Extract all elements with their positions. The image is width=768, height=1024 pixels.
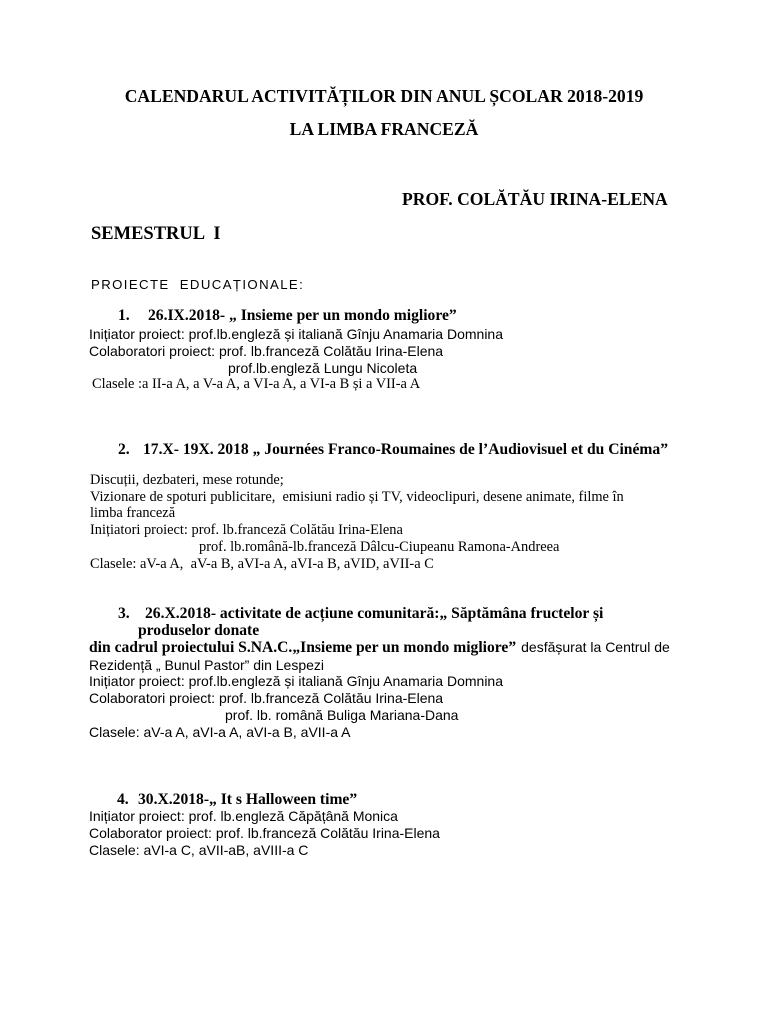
document-title: CALENDARUL ACTIVITĂȚILOR DIN ANUL ȘCOLAR 2018-2019 (124, 86, 644, 106)
project-2-activities: Discuții, dezbateri, mese rotunde; (90, 472, 284, 488)
project-1-initiator: Inițiator proiect: prof.lb.engleză și italiană Gînju Anamaria Domnina (89, 326, 503, 342)
project-2-classes: Clasele: aV-a A, aV-a B, aVI-a A, aVI-a B, aVID, aVII-a C (90, 556, 434, 572)
project-3-heading: 26.X.2018- activitate de acțiune comunitară:„ Săptămâna fructelor și (145, 605, 604, 622)
project-4-initiator: Inițiator proiect: prof. lb.engleză Căpățână Monica (89, 808, 398, 824)
project-2-initiator-2: prof. lb.română-lb.franceză Dâlcu-Ciupeanu Ramona-Andreea (199, 539, 560, 555)
project-3-classes: Clasele: aV-a A, aVI-a A, aVI-a B, aVII-a A (89, 724, 351, 740)
project-2-screenings-cont: limba franceză (90, 505, 176, 521)
document-subtitle: LA LIMBA FRANCEZĂ (289, 119, 479, 139)
project-4-collaborator: Colaborator proiect: prof. lb.franceză Colătău Irina-Elena (89, 825, 440, 841)
project-2-number: 2. (118, 441, 130, 458)
project-4-number: 4. (117, 791, 129, 808)
project-3-collaborator-2: prof. lb. română Buliga Mariana-Dana (225, 707, 459, 723)
project-3-heading-cont: produselor donate (138, 622, 260, 639)
project-2-initiators: Inițiatori proiect: prof. lb.franceză Colătău Irina-Elena (90, 522, 403, 538)
project-1-collaborator-2: prof.lb.engleză Lungu Nicoleta (228, 360, 418, 376)
project-1-classes: Clasele :a II-a A, a V-a A, a VI-a A, a VI-a B și a VII-a A (92, 376, 421, 392)
project-2-screenings: Vizionare de spoturi publicitare, emisiuni radio și TV, videoclipuri, desene animate, filme în (90, 489, 624, 505)
project-3-collaborators: Colaboratori proiect: prof. lb.franceză Colătău Irina-Elena (89, 690, 444, 706)
author-name: PROF. COLĂTĂU IRINA-ELENA (402, 189, 668, 209)
project-3-number: 3. (118, 605, 130, 622)
project-1-number: 1. (118, 307, 130, 324)
project-3-context (89, 640, 670, 656)
project-4-heading: 30.X.2018-„ It s Halloween time” (138, 791, 358, 808)
project-3-initiator: Inițiator proiect: prof.lb.engleză și italiană Gînju Anamaria Domnina (89, 673, 503, 689)
project-1-heading: 26.IX.2018- „ Insieme per un mondo migliore” (148, 307, 457, 324)
project-4-classes: Clasele: aVI-a C, aVII-aB, aVIII-a C (89, 842, 309, 858)
semester-heading: SEMESTRUL I (91, 224, 221, 244)
project-3-context-bold: din cadrul proiectului S.NA.C.„Insieme per un mondo migliore” (89, 639, 517, 656)
project-1-collaborators: Colaboratori proiect: prof. lb.franceză Colătău Irina-Elena (89, 343, 444, 359)
project-3-venue: Rezidență „ Bunul Pastor” din Lespezi (89, 657, 325, 673)
project-2-heading: 17.X- 19X. 2018 „ Journées Franco-Roumaines de l’Audiovisuel et du Cinéma” (143, 441, 668, 458)
section-heading: PROIECTE EDUCAȚIONALE: (91, 277, 305, 292)
project-3-context-regular: desfășurat la Centrul de (521, 639, 670, 655)
